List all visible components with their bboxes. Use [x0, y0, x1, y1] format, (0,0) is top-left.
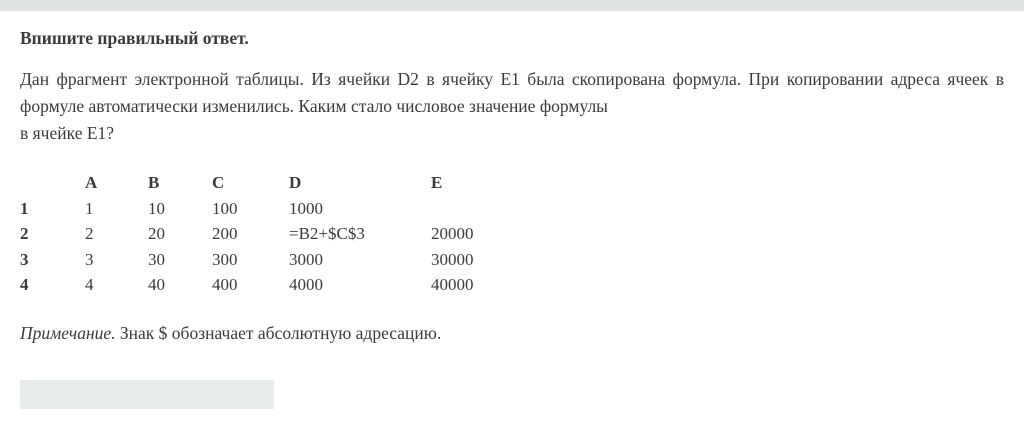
cell-a4: 4 — [85, 275, 94, 294]
cell-e1 — [431, 196, 521, 222]
cell-c3: 300 — [212, 249, 238, 269]
col-header-b: B — [148, 173, 160, 192]
col-header-d: D — [289, 173, 302, 192]
row-label-1: 1 — [20, 198, 29, 218]
table-row — [20, 196, 521, 222]
cell-b3: 30 — [148, 249, 165, 269]
cell-c2: 200 — [212, 224, 238, 243]
col-header-c: C — [212, 173, 225, 192]
cell-e2: 20000 — [431, 224, 474, 243]
table-row — [20, 221, 521, 247]
cell-a3: 3 — [85, 249, 94, 269]
question-container — [0, 27, 1024, 409]
col-header-e: E — [431, 173, 443, 192]
table-header-row — [20, 170, 521, 196]
answer-input[interactable] — [20, 380, 274, 409]
note-label: Примечание. — [20, 322, 116, 343]
cell-b2: 20 — [148, 224, 165, 243]
cell-d3: 3000 — [289, 249, 323, 269]
cell-c4: 400 — [212, 275, 238, 294]
cell-c1: 100 — [212, 198, 238, 218]
row-label-3: 3 — [20, 249, 29, 269]
question-body: Дан фрагмент электронной таблицы. Из ячейки D2 в ячейку E1 была скопирована формула. При копировании адреса ячеек в формуле автоматически изменились. Каким стало числовое значение формулы — [20, 69, 1004, 116]
row-label-4: 4 — [20, 275, 29, 294]
cell-a2: 2 — [85, 224, 94, 243]
cell-d4: 4000 — [289, 275, 323, 294]
col-header-empty — [20, 170, 85, 196]
table-row — [20, 247, 521, 273]
top-divider-bar — [0, 0, 1024, 11]
table-row — [20, 272, 521, 298]
row-label-2: 2 — [20, 224, 29, 243]
cell-d1: 1000 — [289, 198, 323, 218]
spreadsheet-fragment-table — [20, 170, 521, 298]
cell-d2-formula: =B2+$C$3 — [289, 224, 365, 243]
question-body-tail: в ячейке E1? — [20, 123, 115, 143]
note-body: Знак $ обозначает абсолютную адресацию. — [115, 322, 442, 343]
cell-b1: 10 — [148, 198, 165, 218]
question-text — [20, 66, 1004, 147]
cell-b4: 40 — [148, 275, 165, 294]
note-text — [20, 322, 1004, 344]
cell-e3: 30000 — [431, 249, 474, 269]
cell-e4: 40000 — [431, 275, 474, 294]
cell-a1: 1 — [85, 198, 94, 218]
col-header-a: A — [85, 173, 98, 192]
question-heading: Впишите правильный ответ. — [20, 28, 249, 48]
